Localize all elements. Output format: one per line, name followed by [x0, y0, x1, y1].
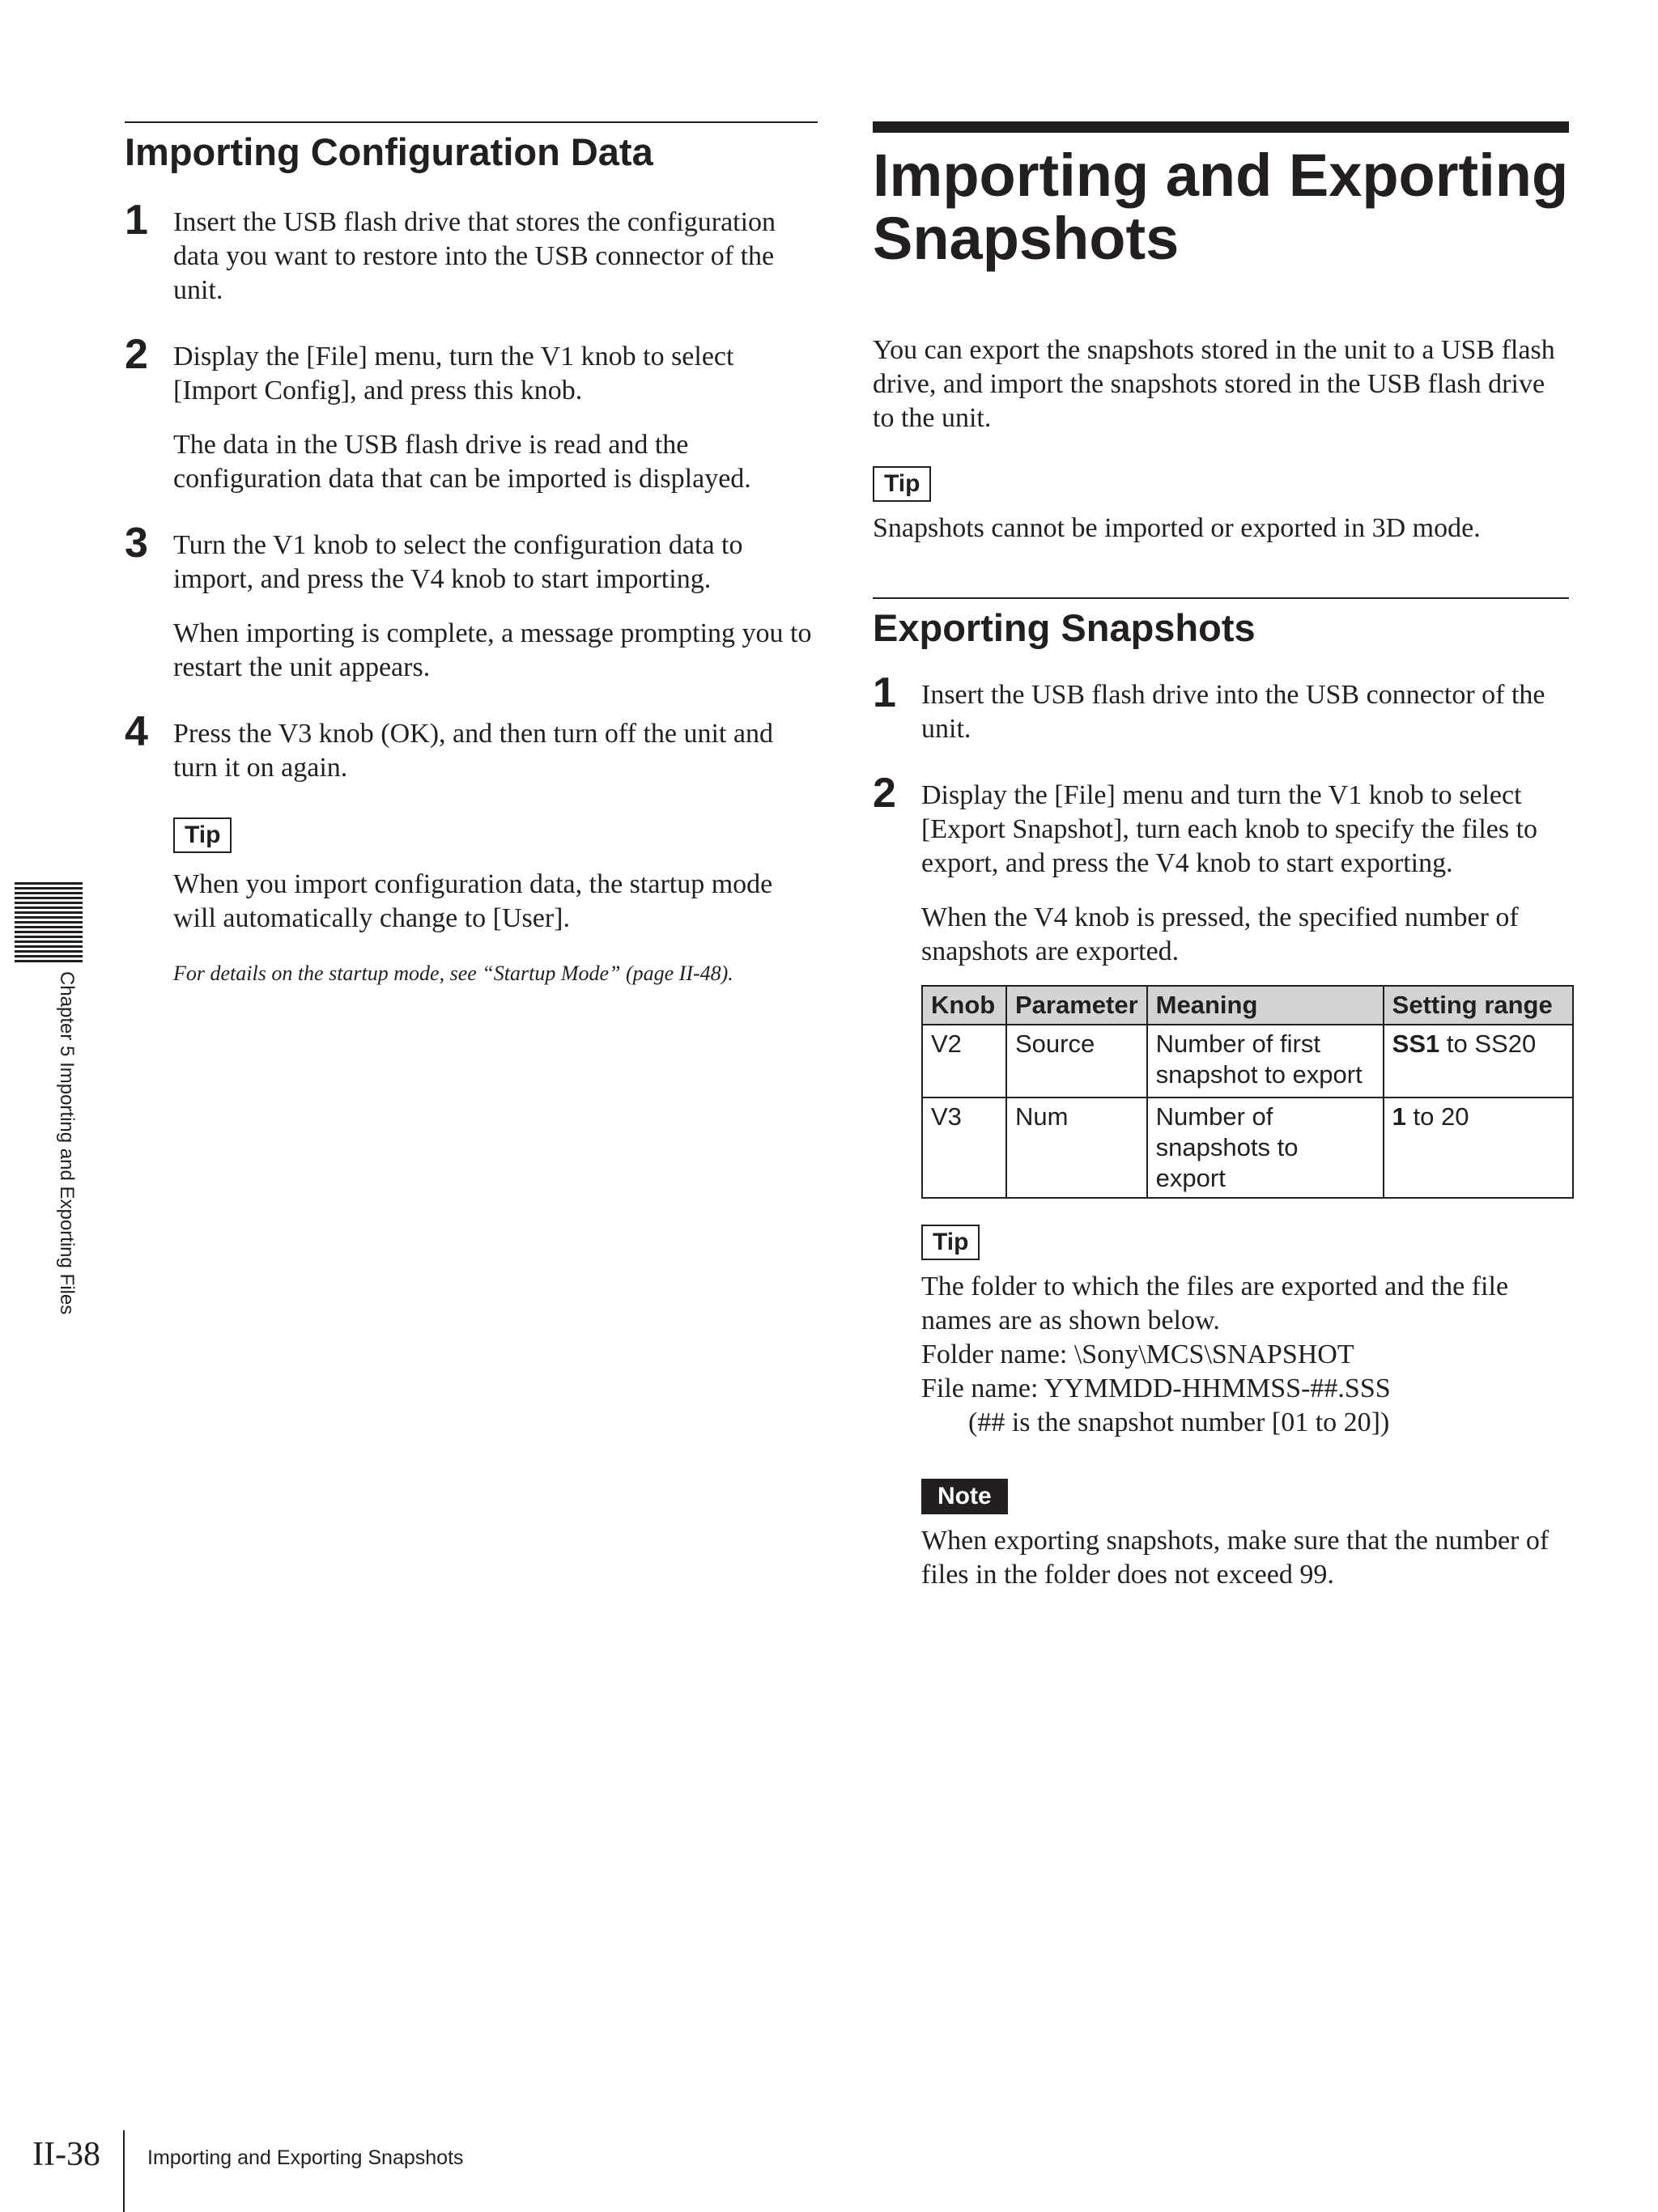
step-number: 4 — [125, 707, 148, 755]
step-text: Press the V3 knob (OK), and then turn off the unit and turn it on again. — [173, 718, 773, 783]
page-number: II-38 — [32, 2136, 100, 2173]
step-item — [873, 669, 1569, 746]
step-item — [873, 769, 1569, 1592]
table-cell — [1384, 1025, 1573, 1098]
tip-block — [873, 466, 1569, 546]
footer-section-title: Importing and Exporting Snapshots — [147, 2146, 464, 2169]
tip-text: The folder to which the files are exported and the file names are as shown below. — [921, 1271, 1509, 1335]
step-item — [125, 519, 818, 685]
table-cell: Number of snapshots to export — [1147, 1098, 1384, 1198]
table-header-cell: Parameter — [1006, 986, 1147, 1025]
step-number: 3 — [125, 519, 148, 567]
note-label: Note — [921, 1479, 1008, 1514]
file-name-note: (## is the snapshot number [01 to 20]) — [968, 1407, 1390, 1437]
table-header-cell: Setting range — [1384, 986, 1573, 1025]
step-number: 1 — [873, 669, 896, 716]
table-row — [922, 1025, 1573, 1098]
intro-paragraph: You can export the snapshots stored in the unit to a USB flash drive, and import the snapshots stored in the USB flash drive to the unit. — [873, 335, 1555, 433]
export-steps — [873, 669, 1569, 1592]
step-text: Insert the USB flash drive that stores the configuration data you want to restore into the USB connector of the unit. — [173, 206, 776, 305]
tip-label: Tip — [921, 1225, 980, 1260]
table-cell — [1384, 1098, 1573, 1198]
step-number: 1 — [125, 196, 148, 244]
right-column — [873, 121, 1569, 1592]
table-header-cell: Meaning — [1147, 986, 1384, 1025]
tip-text: Snapshots cannot be imported or exported in 3D mode. — [873, 513, 1481, 543]
table-cell: V3 — [922, 1098, 1006, 1198]
tip-text: When you import configuration data, the startup mode will automatically change to [User]. — [173, 868, 773, 933]
range-text: to SS20 — [1439, 1029, 1537, 1058]
chapter-thumb-tab — [15, 882, 83, 965]
step-item — [125, 707, 818, 785]
default-value: 1 — [1392, 1102, 1406, 1131]
default-value: SS1 — [1392, 1029, 1440, 1058]
tip-block — [921, 1225, 1569, 1440]
file-name-line: File name: YYMMDD-HHMMSS-##.SSS — [921, 1373, 1391, 1403]
table-header-cell: Knob — [922, 986, 1006, 1025]
step-item — [125, 330, 818, 496]
import-steps — [125, 196, 818, 785]
section-heading-import-config: Importing Configuration Data — [125, 121, 818, 173]
step-item — [125, 196, 818, 308]
tip-block — [125, 817, 818, 987]
step-text: Turn the V1 knob to select the configuration data to import, and press the V4 knob to start importing. — [173, 529, 743, 594]
title-rule — [873, 121, 1569, 133]
table-cell: Source — [1006, 1025, 1147, 1098]
step-detail: When importing is complete, a message prompting you to restart the unit appears. — [173, 618, 812, 682]
table-cell: Num — [1006, 1098, 1147, 1198]
step-text: Insert the USB flash drive into the USB connector of the unit. — [921, 679, 1545, 744]
step-number: 2 — [125, 330, 148, 378]
folder-name-line: Folder name: \Sony\MCS\SNAPSHOT — [921, 1339, 1354, 1369]
table-cell: V2 — [922, 1025, 1006, 1098]
table-cell: Number of first snapshot to export — [1147, 1025, 1384, 1098]
step-detail: The data in the USB flash drive is read and the configuration data that can be imported is displayed. — [173, 429, 751, 494]
tip-label: Tip — [873, 466, 931, 502]
table-header-row — [922, 986, 1573, 1025]
tip-label: Tip — [173, 817, 232, 853]
table-row — [922, 1098, 1573, 1198]
page-title: Importing and Exporting Snapshots — [873, 142, 1569, 272]
knob-parameter-table — [921, 985, 1574, 1199]
step-number: 2 — [873, 769, 896, 817]
step-detail: When the V4 knob is pressed, the specified number of snapshots are exported. — [921, 902, 1519, 966]
section-heading-export: Exporting Snapshots — [873, 597, 1569, 649]
note-text: When exporting snapshots, make sure that the number of files in the folder does not exceed 99. — [921, 1525, 1550, 1590]
left-column — [125, 121, 818, 987]
cross-reference: For details on the startup mode, see “Startup Mode” (page II-48). — [173, 961, 733, 985]
chapter-side-label: Chapter 5 Importing and Exporting Files — [56, 971, 78, 1315]
footer-divider — [123, 2130, 125, 2212]
step-text: Display the [File] menu, turn the V1 knob to select [Import Config], and press this knob. — [173, 341, 734, 405]
range-text: to 20 — [1405, 1102, 1469, 1131]
step-text: Display the [File] menu and turn the V1 knob to select [Export Snapshot], turn each knob to specify the files to export, and press the V4 knob to start exporting. — [921, 779, 1538, 878]
note-block — [921, 1479, 1569, 1592]
